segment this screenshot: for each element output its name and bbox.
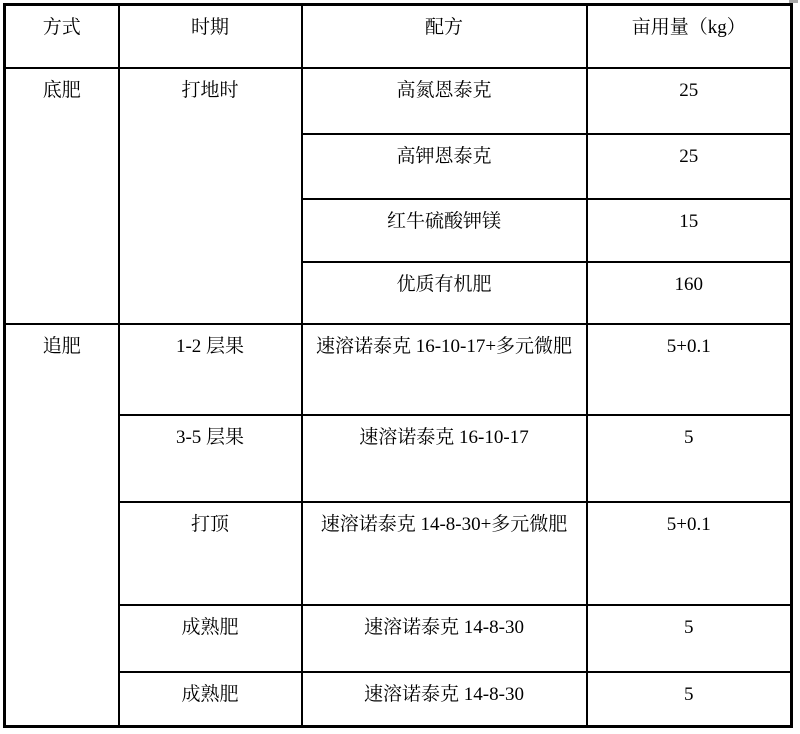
header-row <box>5 5 792 68</box>
period-cell: 打地时 <box>119 68 302 324</box>
col-header-formula: 配方 <box>302 5 587 68</box>
col-header-period: 时期 <box>119 5 302 68</box>
table-row <box>5 68 792 134</box>
table-row <box>5 672 792 727</box>
table-row <box>5 415 792 502</box>
amount-cell: 160 <box>587 262 792 324</box>
table-row <box>5 502 792 605</box>
period-cell: 打顶 <box>119 502 302 605</box>
col-header-method: 方式 <box>5 5 119 68</box>
col-header-amount: 亩用量（kg） <box>587 5 792 68</box>
table-row <box>5 324 792 415</box>
amount-cell: 5+0.1 <box>587 502 792 605</box>
amount-cell: 5 <box>587 415 792 502</box>
formula-cell: 高氮恩泰克 <box>302 68 587 134</box>
formula-cell: 速溶诺泰克 16-10-17 <box>302 415 587 502</box>
period-cell: 1-2 层果 <box>119 324 302 415</box>
method-cell-topdress: 追肥 <box>5 324 119 727</box>
amount-cell: 15 <box>587 199 792 262</box>
table-row <box>5 605 792 672</box>
formula-cell: 红牛硫酸钾镁 <box>302 199 587 262</box>
amount-cell: 5+0.1 <box>587 324 792 415</box>
formula-cell: 速溶诺泰克 14-8-30 <box>302 605 587 672</box>
formula-cell: 优质有机肥 <box>302 262 587 324</box>
method-cell-base: 底肥 <box>5 68 119 324</box>
period-cell: 3-5 层果 <box>119 415 302 502</box>
formula-cell: 速溶诺泰克 14-8-30 <box>302 672 587 727</box>
amount-cell: 5 <box>587 672 792 727</box>
formula-cell: 速溶诺泰克 14-8-30+多元微肥 <box>302 502 587 605</box>
amount-cell: 5 <box>587 605 792 672</box>
period-cell: 成熟肥 <box>119 672 302 727</box>
fertilizer-schedule-table <box>3 3 793 728</box>
screenshot-corner-artifact <box>789 0 798 3</box>
amount-cell: 25 <box>587 68 792 134</box>
formula-cell: 速溶诺泰克 16-10-17+多元微肥 <box>302 324 587 415</box>
formula-cell: 高钾恩泰克 <box>302 134 587 199</box>
amount-cell: 25 <box>587 134 792 199</box>
period-cell: 成熟肥 <box>119 605 302 672</box>
